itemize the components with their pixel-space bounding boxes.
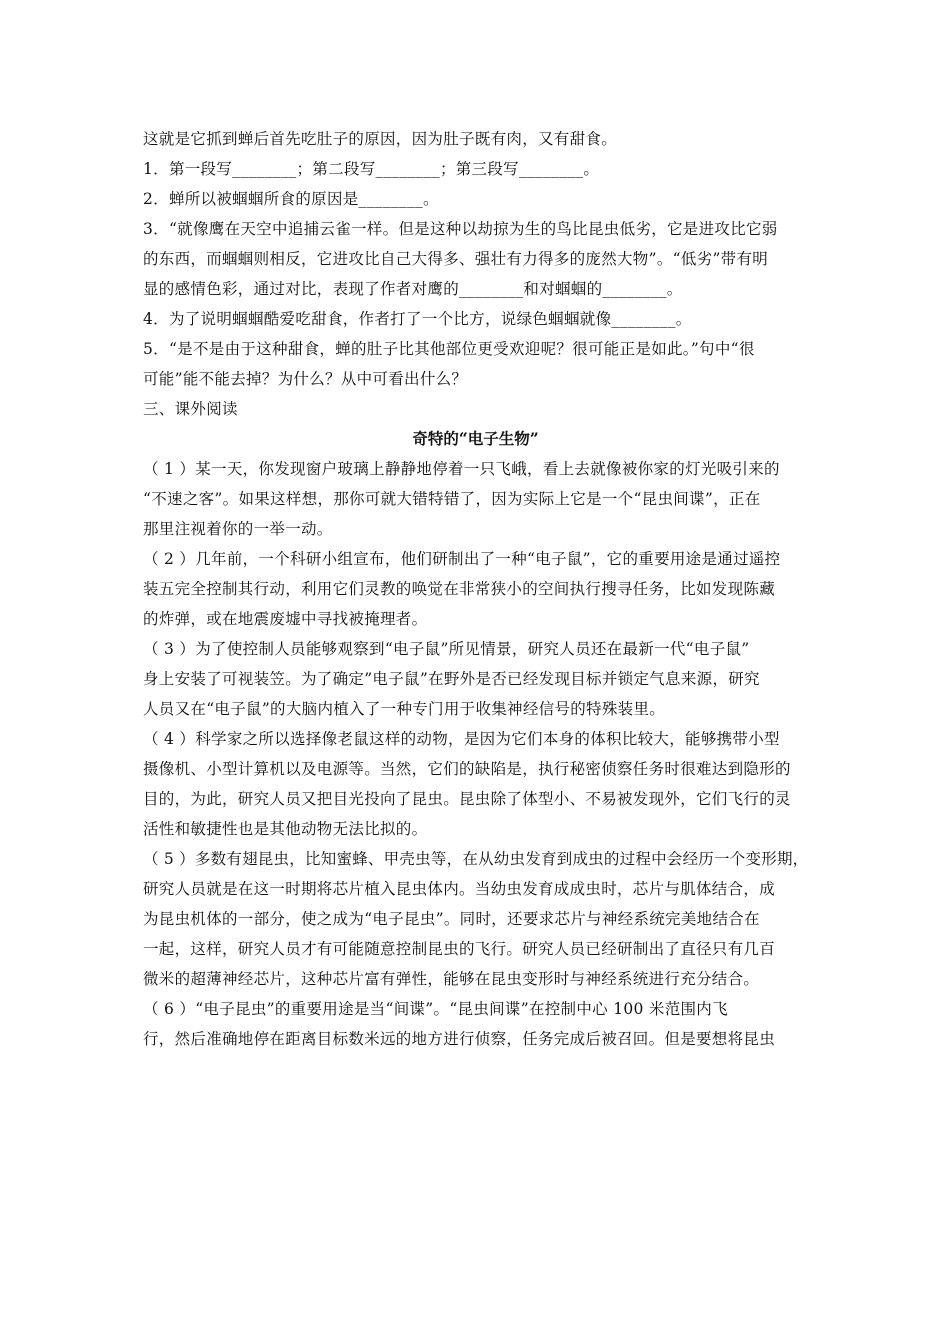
paragraph-line: （ 5 ）多数有翅昆虫，比知蜜蜂、甲壳虫等，在从幼虫发育到成虫的过程中会经历一个变形期， bbox=[143, 850, 809, 868]
question-line: 4．为了说明蝈蝈酷爱吃甜食，作者打了一个比方，说绿色蝈蝈就像________。 bbox=[143, 310, 692, 328]
paragraph-3 bbox=[143, 634, 808, 724]
question-line: 2．蝉所以被蝈蝈所食的原因是________。 bbox=[143, 190, 439, 208]
question-5 bbox=[143, 334, 808, 394]
paragraph-line: 摄像机、小型计算机以及电源等。当然，它们的缺陷是，执行秘密侦察任务时很难达到隐形的 bbox=[143, 760, 791, 778]
paragraph-line: 装五完全控制其行动，利用它们灵教的唤觉在非常狭小的空间执行搜寻任务，比如发现陈藏 bbox=[143, 580, 776, 598]
paragraph-4 bbox=[143, 724, 808, 844]
paragraph-5 bbox=[143, 844, 808, 994]
paragraph-line: 身上安装了可视装笠。为了确定”电子鼠”在野外是否已经发现目标并锁定气息来源，研究 bbox=[143, 670, 760, 688]
question-3 bbox=[143, 214, 808, 304]
question-line: 5．“是不是由于这种甜食，蝉的肚子比其他部位更受欢迎呢？很可能正是如此。”句中“很 bbox=[143, 340, 755, 358]
question-line: 1．第一段写________；第二段写________；第三段写________。 bbox=[143, 160, 600, 178]
question-line: 显的感情色彩，通过对比，表现了作者对鹰的________和对蝈蝈的________。 bbox=[143, 280, 683, 298]
question-1 bbox=[143, 154, 808, 184]
question-4 bbox=[143, 304, 808, 334]
paragraph-line: 活性和敏捷性也是其他动物无法比拟的。 bbox=[143, 820, 428, 838]
paragraph-line: （ 2 ）几年前，一个科研小组宣布，他们研制出了一种“电子鼠”，它的重要用途是通过遥控 bbox=[143, 550, 781, 568]
paragraph-line: 微米的超薄神经芯片，这种芯片富有弹性，能够在昆虫变形时与神经系统进行充分结合。 bbox=[143, 970, 760, 988]
question-line: 3．“就像鹰在天空中追捕云雀一样。但是这种以劫掠为生的鸟比昆虫低劣，它是进攻比它弱 bbox=[143, 220, 778, 238]
questions-intro: 这就是它抓到蝉后首先吃肚子的原因，因为肚子既有肉，又有甜食。 bbox=[143, 130, 618, 148]
article-title: 奇特的“电子生物” bbox=[412, 429, 539, 448]
question-2 bbox=[143, 184, 808, 214]
article-body bbox=[143, 454, 808, 1054]
paragraph-line: 人员又在“电子鼠”的大脑内植入了一种专门用于收集神经信号的特殊装里。 bbox=[143, 700, 666, 718]
section-heading: 三、课外阅读 bbox=[143, 400, 238, 418]
question-line: 的东西，而蝈蝈则相反，它进攻比自己大得多、强壮有力得多的庞然大物”。“低劣”带有明 bbox=[143, 250, 769, 268]
paragraph-line: 一起，这样，研究人员才有可能随意控制昆虫的飞行。研究人员已经研制出了直径只有几百 bbox=[143, 940, 776, 958]
paragraph-line: （ 6 ）“电子昆虫”的重要用途是当“间谍”。“昆虫间谍”在控制中心 100 米范围内飞 bbox=[143, 1000, 728, 1018]
paragraph-1 bbox=[143, 454, 808, 544]
paragraph-line: 目的，为此，研究人员又把目光投向了昆虫。昆虫除了体型小、不易被发现外，它们飞行的灵 bbox=[143, 790, 791, 808]
paragraph-line: 研究人员就是在这一时期将芯片植入昆虫体内。当幼虫发育成成虫时，芯片与肌体结合，成 bbox=[143, 880, 776, 898]
paragraph-line: （ 4 ）科学家之所以选择像老鼠这样的动物，是因为它们本身的体积比较大，能够携带小型 bbox=[143, 730, 780, 748]
paragraph-line: 那里注视着你的一举一动。 bbox=[143, 520, 333, 538]
document-page bbox=[143, 124, 808, 1054]
paragraph-line: 的炸弹，或在地震废墟中寻找被掩理者。 bbox=[143, 610, 428, 628]
paragraph-2 bbox=[143, 544, 808, 634]
paragraph-line: 为昆虫机体的一部分，使之成为“电子昆虫”。同时，还要求芯片与神经系统完美地结合在 bbox=[143, 910, 760, 928]
paragraph-6 bbox=[143, 994, 808, 1054]
paragraph-line: “不速之客”。如果这样想，那你可就大错特错了，因为实际上它是一个“昆虫间谍”，正在 bbox=[143, 490, 761, 508]
paragraph-line: （ 3 ）为了使控制人员能够观察到“电子鼠”所见情景，研究人员还在最新一代“电子鼠” bbox=[143, 640, 750, 658]
paragraph-line: （ 1 ）某一天，你发现窗户玻璃上静静地停着一只飞峨，看上去就像被你家的灯光吸引来的 bbox=[143, 460, 780, 478]
question-line: 可能”能不能去掉？为什么？从中可看出什么？ bbox=[143, 370, 468, 388]
question-list bbox=[143, 154, 808, 394]
paragraph-line: 行，然后准确地停在距离目标数米远的地方进行侦察，任务完成后被召回。但是要想将昆虫 bbox=[143, 1030, 776, 1048]
